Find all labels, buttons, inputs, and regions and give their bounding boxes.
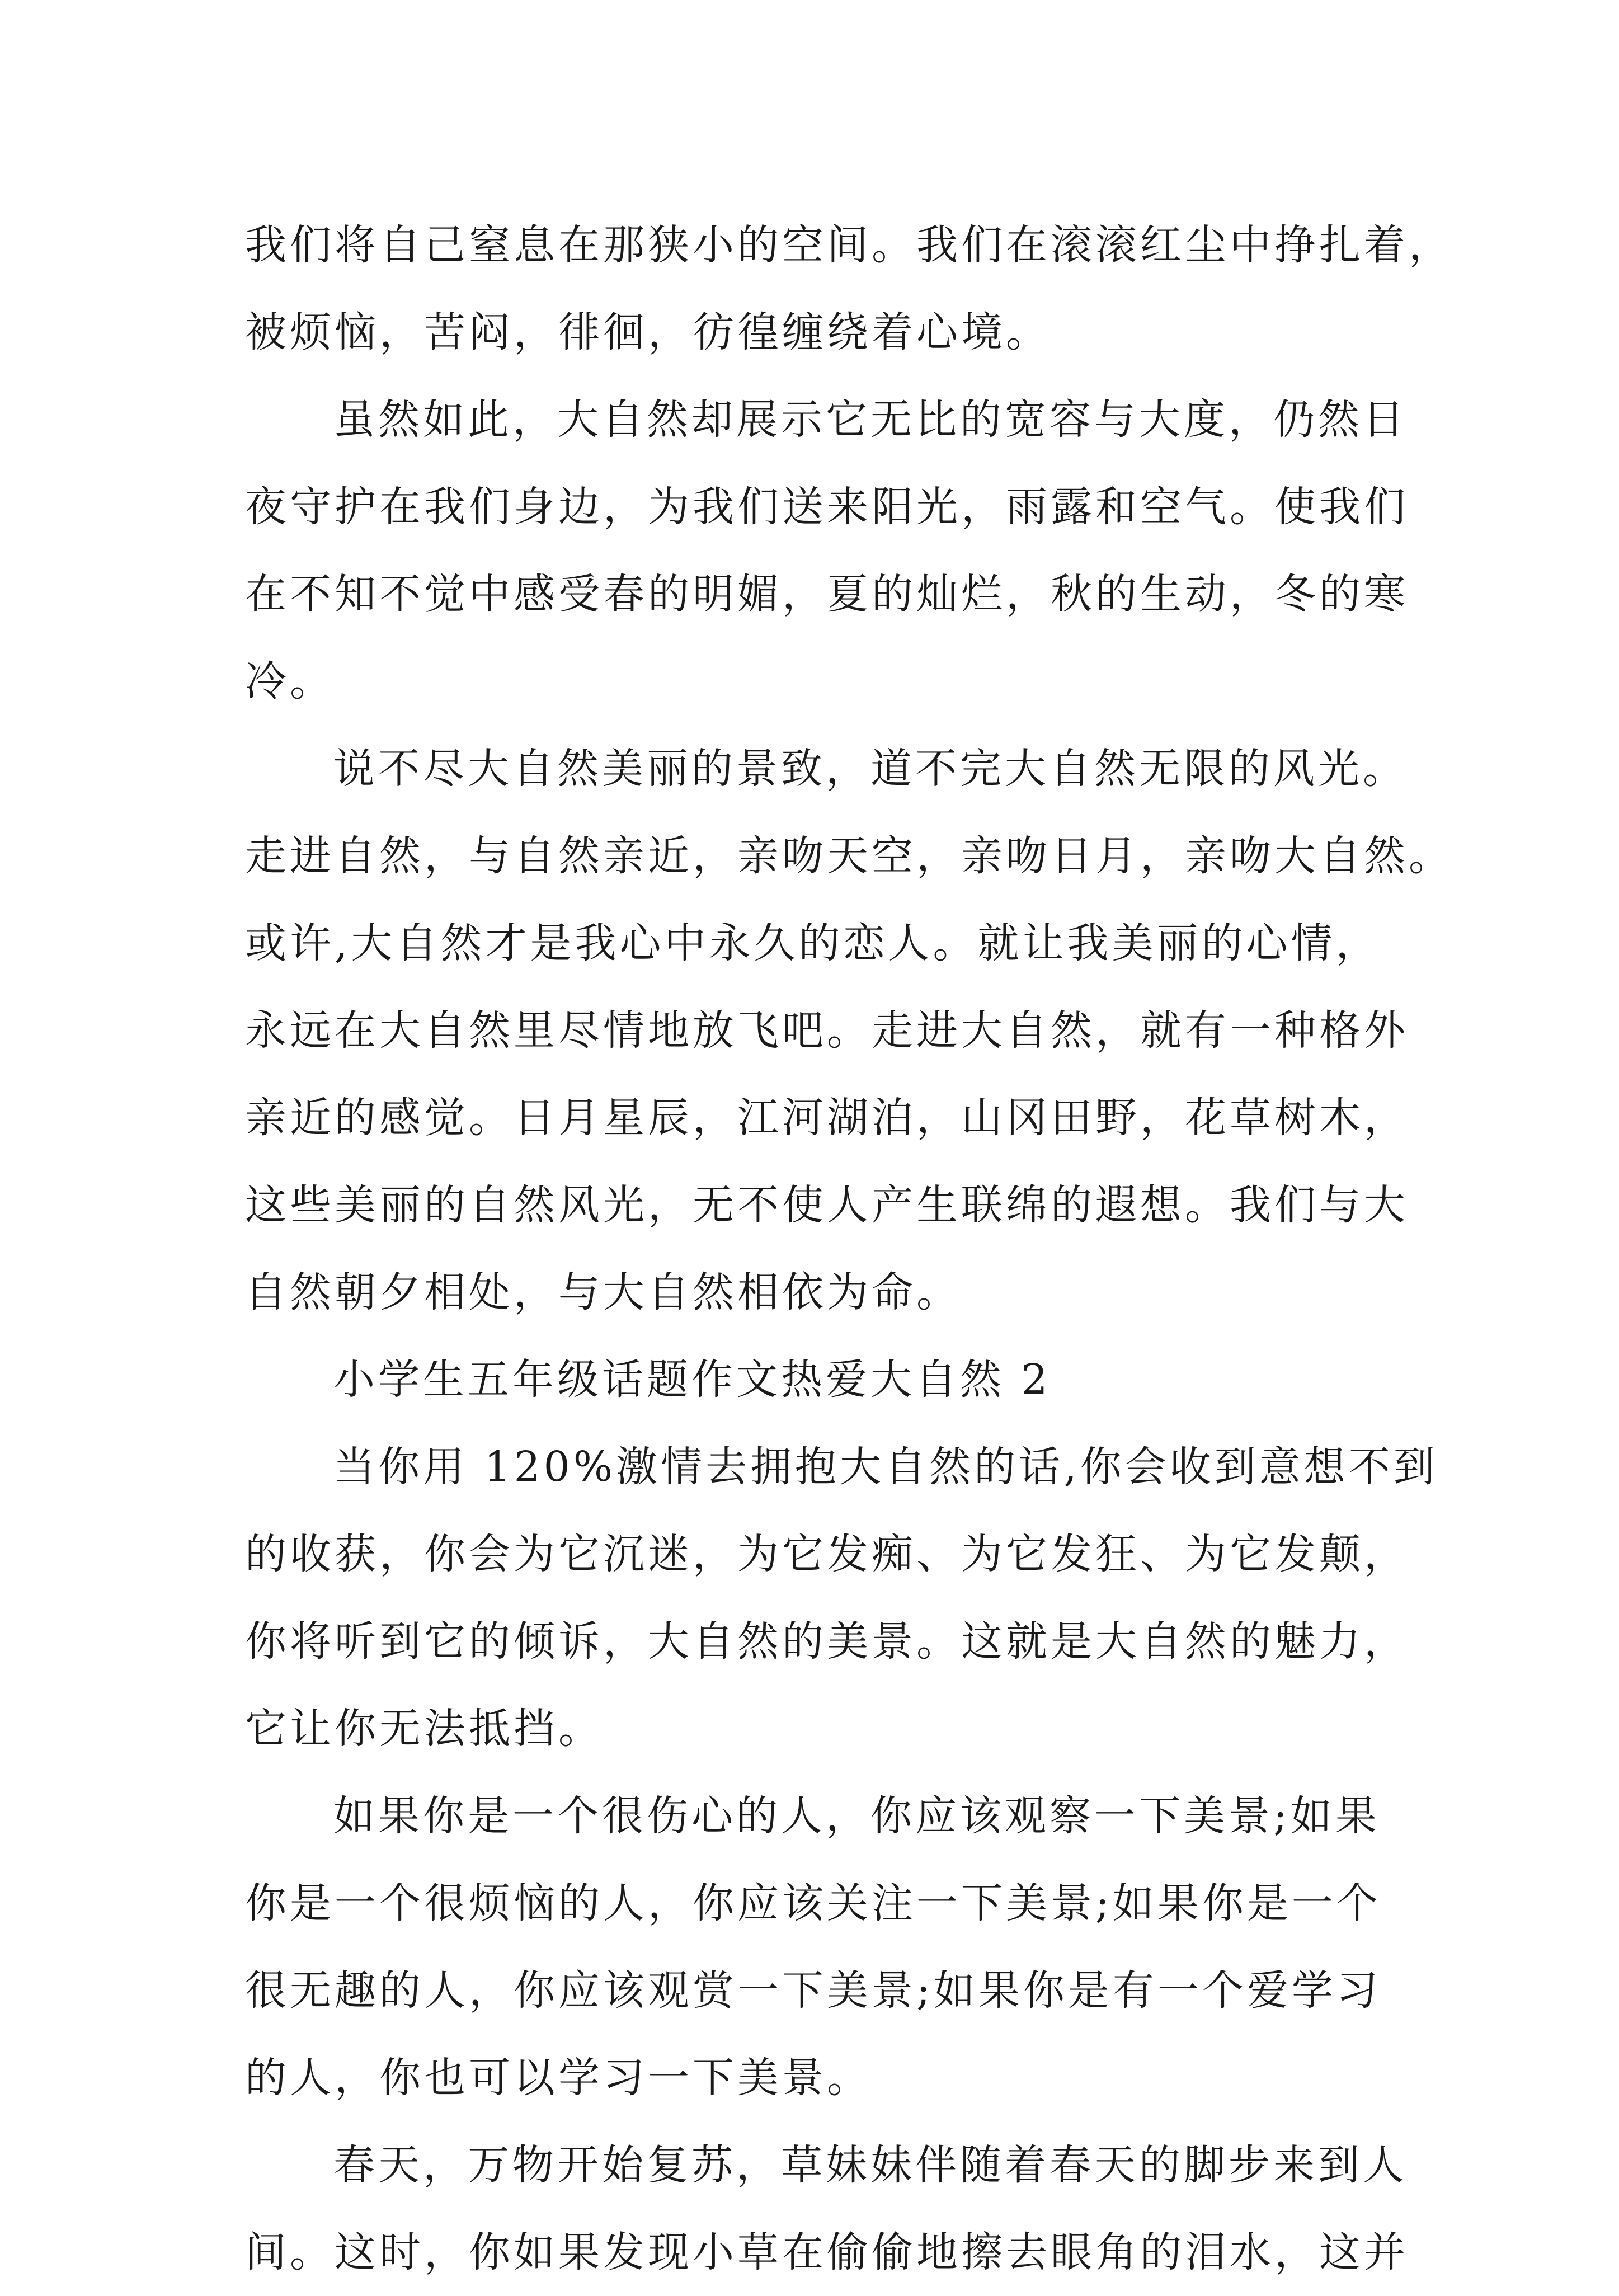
text-line: 或许,大自然才是我心中永久的恋人。就让我美丽的心情， [245,919,1381,967]
text-line: 我们将自己窒息在那狭小的空间。我们在滚滚红尘中挣扎着， [245,221,1453,269]
text-line: 永远在大自然里尽情地放飞吧。走进大自然，就有一种格外 [245,1006,1409,1055]
text-line: 的人，你也可以学习一下美景。 [245,2054,872,2102]
text-line: 在不知不觉中感受春的明媚，夏的灿烂，秋的生动，冬的寒 [245,570,1409,618]
text-line: 小学生五年级话题作文热爱大自然 2 [333,1356,1051,1404]
text-line: 春天，万物开始复苏，草妹妹伴随着春天的脚步来到人 [333,2141,1408,2189]
text-line: 的收获，你会为它沉迷，为它发痴、为它发狂、为它发颠， [245,1530,1409,1578]
text-line: 虽然如此，大自然却展示它无比的宽容与大度，仍然日 [333,396,1408,444]
text-line: 如果你是一个很伤心的人，你应该观察一下美景;如果 [333,1792,1380,1840]
text-line: 它让你无法抵挡。 [245,1705,603,1753]
text-line: 你是一个很烦恼的人，你应该关注一下美景;如果你是一个 [245,1879,1381,1927]
text-line: 冷。 [245,657,335,705]
text-line: 走进自然，与自然亲近，亲吻天空，亲吻日月，亲吻大自然。 [245,832,1453,880]
text-line: 你将听到它的倾诉，大自然的美景。这就是大自然的魅力， [245,1617,1409,1665]
text-line: 当你用 120%激情去拥抱大自然的话,你会收到意想不到 [333,1443,1438,1491]
text-line: 亲近的感觉。日月星辰，江河湖泊，山冈田野，花草树木， [245,1094,1409,1142]
text-line: 被烦恼，苦闷，徘徊，彷徨缠绕着心境。 [245,308,1051,356]
text-line: 很无趣的人，你应该观赏一下美景;如果你是有一个爱学习 [245,1966,1381,2015]
text-line: 说不尽大自然美丽的景致，道不完大自然无限的风光。 [333,745,1408,793]
document-body [245,201,1453,2296]
text-line: 间。这时，你如果发现小草在偷偷地擦去眼角的泪水，这并 [245,2228,1409,2276]
text-line: 自然朝夕相处，与大自然相依为命。 [245,1268,961,1316]
text-line: 夜守护在我们身边，为我们送来阳光，雨露和空气。使我们 [245,483,1409,531]
text-line: 这些美丽的自然风光，无不使人产生联绵的遐想。我们与大 [245,1181,1409,1229]
